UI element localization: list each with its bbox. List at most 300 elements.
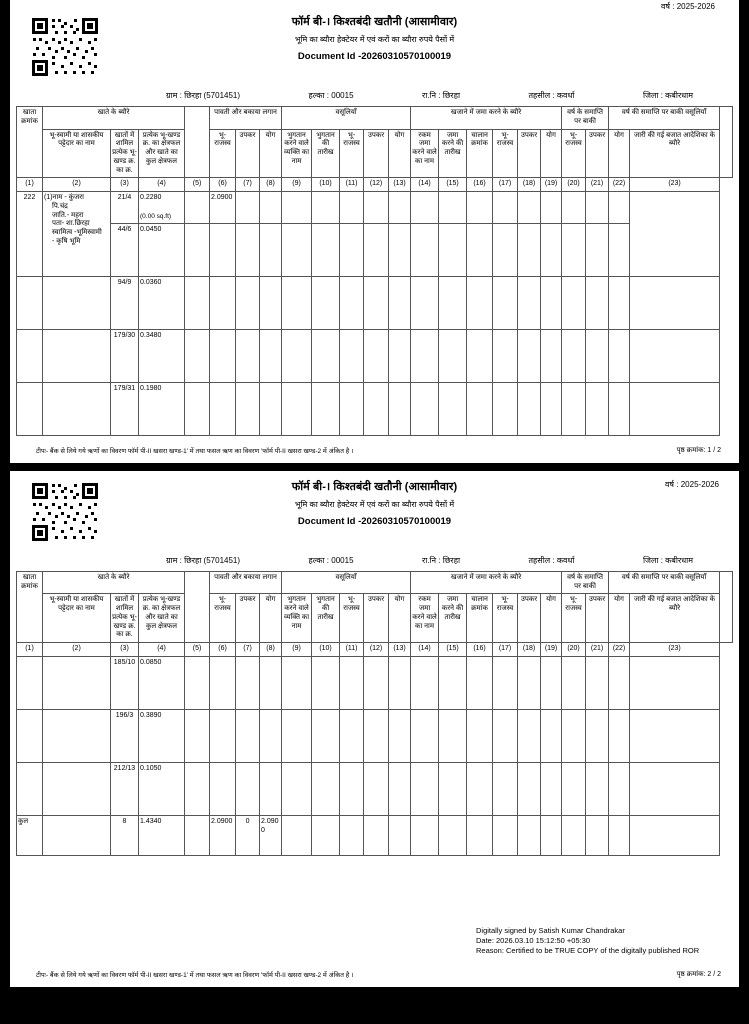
colnum-5: (5)	[185, 178, 210, 192]
cell-owner-name	[43, 329, 111, 382]
cell-bhu-rajasva-4	[562, 223, 586, 276]
th-bhu-rajasva-1: भू-राजस्व	[210, 594, 236, 643]
cell-plot-area: 0.0360	[139, 276, 185, 329]
cell-bhu-rajasva-2	[340, 815, 364, 855]
cell-kishti	[185, 656, 210, 709]
cell-upkar-1	[236, 223, 260, 276]
cell-deposit-date	[439, 276, 467, 329]
cell-challan-no	[467, 192, 493, 224]
cell-depositor-name	[411, 815, 439, 855]
cell-yog-4	[609, 382, 630, 435]
cell-owner-name	[43, 192, 111, 277]
page2-meta-row	[16, 551, 733, 571]
cell-upkar-2	[364, 276, 389, 329]
cell-deposit-date	[439, 762, 467, 815]
meta-gram: ग्राम : छिरहा (5701451)	[166, 91, 241, 100]
cell-yog-3	[541, 815, 562, 855]
cell-yog-4	[609, 192, 630, 224]
column-number-row	[17, 178, 733, 192]
colnum-14: (14)	[411, 178, 439, 192]
colnum-18: (18)	[518, 178, 541, 192]
cell-yog-3	[541, 276, 562, 329]
cell-bhu-rajasva-4	[562, 815, 586, 855]
plot-area-value: 0.2280	[140, 194, 162, 201]
colnum-9: (9)	[282, 178, 312, 192]
cell-depositor-name	[411, 329, 439, 382]
cell-plot-serial: 196/3	[111, 709, 139, 762]
cell-yog-1	[260, 656, 282, 709]
table-row	[17, 656, 733, 709]
cell-challan-no	[467, 223, 493, 276]
cell-bhu-rajasva-2	[340, 192, 364, 224]
cell-owner-name	[43, 709, 111, 762]
cell-payer-name	[282, 382, 312, 435]
cell-depositor-name	[411, 656, 439, 709]
th-plot-area: प्रत्येक भू-खण्ड क्र. का क्षेत्रफल और खाते का कुल क्षेत्रफल	[139, 129, 185, 178]
cell-depositor-name	[411, 276, 439, 329]
table-group-header-row	[17, 571, 733, 594]
cell-upkar-4	[586, 382, 609, 435]
table-row	[17, 192, 733, 224]
th-yog-4: योग	[609, 129, 630, 178]
cell-upkar-1	[236, 762, 260, 815]
cell-challan-no	[467, 656, 493, 709]
th-khata-details: खाते के ब्यौरे	[43, 107, 185, 130]
table-row	[17, 762, 733, 815]
th-group-vasuliyan: वसूलियाँ	[282, 571, 411, 594]
page1-meta-row	[16, 86, 733, 106]
cell-bhu-rajasva-1: 2.0900	[210, 192, 236, 224]
cell-jari-adeshika	[630, 382, 720, 435]
cell-plot-area: 0.0850	[139, 656, 185, 709]
colnum-23: (23)	[630, 643, 720, 657]
cell-upkar-4	[586, 815, 609, 855]
plot-area-sqft: (0.00 sq.ft)	[140, 212, 172, 220]
qr-code-icon	[30, 16, 100, 78]
colnum-6: (6)	[210, 643, 236, 657]
cell-bhu-rajasva-4	[562, 709, 586, 762]
colnum-20: (20)	[562, 643, 586, 657]
page1-top-year	[16, 2, 733, 12]
colnum-12: (12)	[364, 178, 389, 192]
cell-bhu-rajasva-1	[210, 656, 236, 709]
cell-yog-1	[260, 276, 282, 329]
colnum-12: (12)	[364, 643, 389, 657]
cell-jari-adeshika	[630, 709, 720, 762]
colnum-8: (8)	[260, 178, 282, 192]
table-row	[17, 276, 733, 329]
meta-halka: हल्का : 00015	[308, 555, 354, 565]
th-yog-4: योग	[609, 594, 630, 643]
cell-upkar-2	[364, 223, 389, 276]
cell-yog-3	[541, 656, 562, 709]
cell-bhu-rajasva-1	[210, 276, 236, 329]
page1-title: फॉर्म बी-। किश्तबंदी खतौनी (आसामीवार)	[291, 16, 458, 28]
cell-upkar-3	[518, 656, 541, 709]
colnum-18: (18)	[518, 643, 541, 657]
cell-upkar-2	[364, 709, 389, 762]
cell-yog-1	[260, 329, 282, 382]
page2-footer	[16, 960, 733, 979]
signature-line-3: Reason: Certified to be TRUE COPY of the digitally published ROR	[476, 946, 700, 956]
th-plot-serial: खातों में शामिल प्रत्येक भू-खण्ड क्र. का क्र.	[111, 129, 139, 178]
th-group-khajane: खजाने में जमा करने के ब्यौरे	[411, 107, 562, 130]
th-bhu-rajasva-4: भू-राजस्व	[562, 129, 586, 178]
cell-kishti	[185, 815, 210, 855]
colnum-16: (16)	[467, 643, 493, 657]
khatauni-table-page1	[16, 106, 733, 436]
cell-khata-no: 222	[17, 192, 43, 277]
th-bhu-rajasva-3: भू-राजस्व	[493, 129, 518, 178]
cell-khata-no	[17, 329, 43, 382]
th-khata-details: खाते के ब्यौरे	[43, 571, 185, 594]
cell-bhu-rajasva-4	[562, 192, 586, 224]
colnum-13: (13)	[389, 178, 411, 192]
th-group-pawti: पावती और बकाया लगान	[210, 107, 282, 130]
cell-payer-name	[282, 276, 312, 329]
cell-yog-1	[260, 382, 282, 435]
page1-note: टीपः- बैंक से लिये गये ऋणों का विवरण फॉर्म पी-II खसरा खण्ड-1' में तथा फसल ऋण का विवरण 'फॉर्म पी-II खसरा खण्ड-2 में अंकित है ।	[36, 447, 354, 455]
cell-upkar-3	[518, 192, 541, 224]
cell-khata-no	[17, 709, 43, 762]
th-group-varsh-baki-vasuli: वर्ष की समाप्ति पर बाकी वसूलियाँ	[609, 107, 720, 130]
colnum-17: (17)	[493, 178, 518, 192]
cell-yog-2	[389, 223, 411, 276]
cell-bhu-rajasva-3	[493, 223, 518, 276]
th-khata-no: खाता क्रमांक	[17, 107, 43, 178]
cell-kishti	[185, 762, 210, 815]
year-value: 2025-2026	[676, 2, 715, 11]
cell-upkar-4	[586, 709, 609, 762]
th-yog-1: योग	[260, 594, 282, 643]
meta-ra-ni: रा.नि : छिरहा	[421, 91, 461, 100]
cell-upkar-1	[236, 192, 260, 224]
table-header-row	[17, 594, 733, 643]
colnum-3: (3)	[111, 643, 139, 657]
cell-bhu-rajasva-2	[340, 382, 364, 435]
cell-bhu-rajasva-1	[210, 329, 236, 382]
meta-gram: ग्राम : छिरहा (5701451)	[166, 555, 241, 565]
colnum-23: (23)	[630, 178, 720, 192]
cell-upkar-4	[586, 192, 609, 224]
cell-jari-adeshika	[630, 762, 720, 815]
th-group-varsh-baki-vasuli: वर्ष की समाप्ति पर बाकी वसूलियाँ	[609, 571, 720, 594]
cell-upkar-3	[518, 276, 541, 329]
cell-yog-4	[609, 656, 630, 709]
cell-yog-4	[609, 223, 630, 276]
cell-upkar-1	[236, 276, 260, 329]
cell-payer-name	[282, 223, 312, 276]
cell-bhu-rajasva-2	[340, 329, 364, 382]
cell-payer-name	[282, 329, 312, 382]
cell-plot-area: 0.1980	[139, 382, 185, 435]
cell-challan-no	[467, 276, 493, 329]
signature-line-2: Date: 2026.03.10 15:12:50 +05:30	[476, 936, 591, 945]
cell-upkar-4	[586, 656, 609, 709]
cell-plot-area: 0.1050	[139, 762, 185, 815]
khatauni-table-page2	[16, 571, 733, 856]
owner-line-3: जाति.- महरा	[52, 211, 84, 219]
cell-total-yog: 2.0900	[260, 815, 282, 855]
cell-yog-3	[541, 329, 562, 382]
th-deposit-date: जमा करने की तारीख	[439, 129, 467, 178]
owner-line-5: स्वामित्व -भूमिस्वामी	[52, 229, 102, 236]
cell-plot-serial: 212/13	[111, 762, 139, 815]
cell-payer-name	[282, 656, 312, 709]
th-kishti	[185, 571, 210, 642]
cell-deposit-date	[439, 815, 467, 855]
table-header-row	[17, 129, 733, 178]
th-upkar-1: उपकर	[236, 129, 260, 178]
cell-total-bhu-rajasva: 2.0900	[210, 815, 236, 855]
colnum-15: (15)	[439, 643, 467, 657]
cell-upkar-4	[586, 223, 609, 276]
cell-bhu-rajasva-3	[493, 762, 518, 815]
cell-upkar-3	[518, 762, 541, 815]
th-group-varsh-baki: वर्ष के समाप्ति पर बाकी	[562, 571, 609, 594]
th-deposit-date: जमा करने की तारीख	[439, 594, 467, 643]
th-bhu-rajasva-2: भू-राजस्व	[340, 594, 364, 643]
cell-kishti	[185, 223, 210, 276]
cell-plot-area	[139, 192, 185, 224]
owner-line-1: (1)नाम - कुंजरा	[44, 194, 84, 201]
th-jari-adeshika	[720, 571, 733, 642]
cell-yog-1	[260, 223, 282, 276]
th-kishti	[185, 107, 210, 178]
th-upkar-5: जारी की गई बजात आदेशिका के ब्यौरे	[630, 129, 720, 178]
cell-plot-serial: 44/6	[111, 223, 139, 276]
th-group-pawti: पावती और बकाया लगान	[210, 571, 282, 594]
cell-payment-date	[312, 656, 340, 709]
cell-deposit-date	[439, 656, 467, 709]
page1-subtitle: भूमि का ब्यौरा हेक्टेयर में एवं करों का ब्यौरा रुपये पैसों में	[294, 35, 455, 44]
cell-deposit-date	[439, 329, 467, 382]
cell-challan-no	[467, 709, 493, 762]
colnum-11: (11)	[340, 178, 364, 192]
table-total-row	[17, 815, 733, 855]
th-payer-name: भुगतान करने वाले व्यक्ति का नाम	[282, 129, 312, 178]
cell-upkar-3	[518, 223, 541, 276]
cell-kishti	[185, 329, 210, 382]
th-depositor-name: रकम जमा करने वाले का नाम	[411, 129, 439, 178]
th-upkar-3: उपकर	[518, 594, 541, 643]
column-number-row	[17, 643, 733, 657]
cell-upkar-2	[364, 656, 389, 709]
table-row	[17, 709, 733, 762]
meta-halka: हल्का : 00015	[308, 91, 354, 100]
th-group-khajane: खजाने में जमा करने के ब्यौरे	[411, 571, 562, 594]
cell-plot-area: 0.3890	[139, 709, 185, 762]
cell-owner-name	[43, 762, 111, 815]
cell-upkar-1	[236, 329, 260, 382]
cell-upkar-1	[236, 709, 260, 762]
th-upkar-4: उपकर	[586, 594, 609, 643]
cell-owner-name	[43, 815, 111, 855]
meta-tehsil: तहसील : कवर्धा	[528, 91, 575, 100]
cell-bhu-rajasva-3	[493, 709, 518, 762]
cell-deposit-date	[439, 192, 467, 224]
cell-upkar-2	[364, 815, 389, 855]
cell-plot-serial: 179/30	[111, 329, 139, 382]
cell-upkar-3	[518, 815, 541, 855]
cell-challan-no	[467, 329, 493, 382]
cell-jari-adeshika	[630, 815, 720, 855]
th-yog-3: योग	[541, 594, 562, 643]
cell-plot-serial: 185/10	[111, 656, 139, 709]
cell-yog-3	[541, 382, 562, 435]
cell-upkar-4	[586, 329, 609, 382]
document-page-2	[10, 471, 739, 987]
th-yog-2: योग	[389, 129, 411, 178]
cell-yog-2	[389, 329, 411, 382]
cell-depositor-name	[411, 223, 439, 276]
cell-yog-4	[609, 762, 630, 815]
th-yog-2: योग	[389, 594, 411, 643]
colnum-10: (10)	[312, 643, 340, 657]
cell-jari-adeshika	[630, 656, 720, 709]
cell-challan-no	[467, 815, 493, 855]
colnum-22: (22)	[609, 178, 630, 192]
cell-payer-name	[282, 815, 312, 855]
cell-yog-2	[389, 709, 411, 762]
cell-bhu-rajasva-1	[210, 223, 236, 276]
colnum-1: (1)	[17, 643, 43, 657]
page2-spacer	[16, 856, 733, 926]
table-row	[17, 223, 733, 276]
colnum-3: (3)	[111, 178, 139, 192]
th-bhu-rajasva-1: भू-राजस्व	[210, 129, 236, 178]
th-challan-no: चालान क्रमांक	[467, 129, 493, 178]
cell-plot-serial: 179/31	[111, 382, 139, 435]
cell-owner-name	[43, 382, 111, 435]
cell-yog-3	[541, 192, 562, 224]
cell-bhu-rajasva-2	[340, 762, 364, 815]
meta-tehsil: तहसील : कवर्धा	[528, 555, 575, 565]
cell-yog-3	[541, 223, 562, 276]
th-bhu-rajasva-2: भू-राजस्व	[340, 129, 364, 178]
th-yog-1: योग	[260, 129, 282, 178]
th-group-varsh-baki: वर्ष के समाप्ति पर बाकी	[562, 107, 609, 130]
cell-yog-4	[609, 329, 630, 382]
cell-yog-2	[389, 382, 411, 435]
colnum-6: (6)	[210, 178, 236, 192]
cell-upkar-1	[236, 656, 260, 709]
cell-kishti	[185, 709, 210, 762]
th-owner-name: भू-स्वामी या शासकीय पट्टेदार का नाम	[43, 594, 111, 643]
colnum-4: (4)	[139, 178, 185, 192]
cell-total-area: 1.4340	[139, 815, 185, 855]
page2-subtitle: भूमि का ब्यौरा हेक्टेयर में एवं करों का ब्यौरा रुपये पैसों में	[294, 499, 455, 509]
cell-total-upkar: 0	[236, 815, 260, 855]
cell-yog-3	[541, 709, 562, 762]
cell-owner-name	[43, 656, 111, 709]
page2-note: टीपः- बैंक से लिये गये ऋणों का विवरण फॉर्म पी-II खसरा खण्ड-1' में तथा फसल ऋण का विवरण 'फॉर्म पी-II खसरा खण्ड-2 में अंकित है ।	[36, 972, 354, 980]
cell-deposit-date	[439, 223, 467, 276]
th-upkar-2: उपकर	[364, 594, 389, 643]
colnum-20: (20)	[562, 178, 586, 192]
th-upkar-3: उपकर	[518, 129, 541, 178]
cell-total-count: 8	[111, 815, 139, 855]
cell-yog-4	[609, 276, 630, 329]
cell-bhu-rajasva-1	[210, 709, 236, 762]
colnum-1: (1)	[17, 178, 43, 192]
cell-payer-name	[282, 192, 312, 224]
th-plot-area: प्रत्येक भू-खण्ड क्र. का क्षेत्रफल और खाते का कुल क्षेत्रफल	[139, 594, 185, 643]
table-group-header-row	[17, 107, 733, 130]
cell-depositor-name	[411, 762, 439, 815]
cell-bhu-rajasva-2	[340, 276, 364, 329]
th-upkar-1: उपकर	[236, 594, 260, 643]
cell-bhu-rajasva-3	[493, 656, 518, 709]
th-khata-no: खाता क्रमांक	[17, 571, 43, 642]
cell-owner-name	[43, 276, 111, 329]
th-challan-no: चालान क्रमांक	[467, 594, 493, 643]
th-upkar-4: उपकर	[586, 129, 609, 178]
colnum-7: (7)	[236, 178, 260, 192]
cell-kishti	[185, 192, 210, 224]
cell-yog-3	[541, 762, 562, 815]
cell-bhu-rajasva-2	[340, 656, 364, 709]
page2-page-number: पृष्ठ क्रमांक: 2 / 2	[676, 971, 721, 979]
cell-upkar-2	[364, 762, 389, 815]
cell-khata-no	[17, 382, 43, 435]
colnum-13: (13)	[389, 643, 411, 657]
cell-yog-4	[609, 709, 630, 762]
owner-line-4: पता- शा.छिरहा	[52, 220, 90, 228]
cell-bhu-rajasva-3	[493, 329, 518, 382]
cell-yog-2	[389, 815, 411, 855]
colnum-11: (11)	[340, 643, 364, 657]
cell-yog-1	[260, 192, 282, 224]
colnum-5: (5)	[185, 643, 210, 657]
colnum-19: (19)	[541, 643, 562, 657]
cell-upkar-4	[586, 276, 609, 329]
th-bhu-rajasva-4: भू-राजस्व	[562, 594, 586, 643]
cell-kishti	[185, 276, 210, 329]
cell-bhu-rajasva-3	[493, 382, 518, 435]
cell-upkar-2	[364, 329, 389, 382]
cell-payment-date	[312, 329, 340, 382]
cell-plot-area: 0.0450	[139, 223, 185, 276]
colnum-21: (21)	[586, 643, 609, 657]
cell-plot-serial: 21/4	[111, 192, 139, 224]
signature-line-1: Digitally signed by Satish Kumar Chandrakar	[476, 925, 625, 935]
cell-bhu-rajasva-3	[493, 192, 518, 224]
cell-depositor-name	[411, 709, 439, 762]
colnum-21: (21)	[586, 178, 609, 192]
cell-yog-2	[389, 276, 411, 329]
cell-bhu-rajasva-4	[562, 656, 586, 709]
th-payer-name: भुगतान करने वाले व्यक्ति का नाम	[282, 594, 312, 643]
page2-top-year: वर्ष : 2025-2026	[664, 479, 719, 489]
cell-upkar-3	[518, 709, 541, 762]
digital-signature-block	[16, 926, 733, 960]
cell-payment-date	[312, 762, 340, 815]
cell-bhu-rajasva-3	[493, 815, 518, 855]
owner-line-6: - कृषि भूमि	[52, 237, 81, 245]
colnum-2: (2)	[43, 643, 111, 657]
colnum-9: (9)	[282, 643, 312, 657]
owner-line-2: पि.चंद्र	[52, 202, 68, 210]
cell-yog-1	[260, 762, 282, 815]
th-payment-date: भुगतान की तारीख	[312, 594, 340, 643]
cell-challan-no	[467, 762, 493, 815]
cell-khata-no	[17, 762, 43, 815]
page1-footer	[16, 436, 733, 455]
page1-header	[16, 12, 733, 86]
cell-jari-adeshika	[630, 329, 720, 382]
cell-khata-no	[17, 656, 43, 709]
